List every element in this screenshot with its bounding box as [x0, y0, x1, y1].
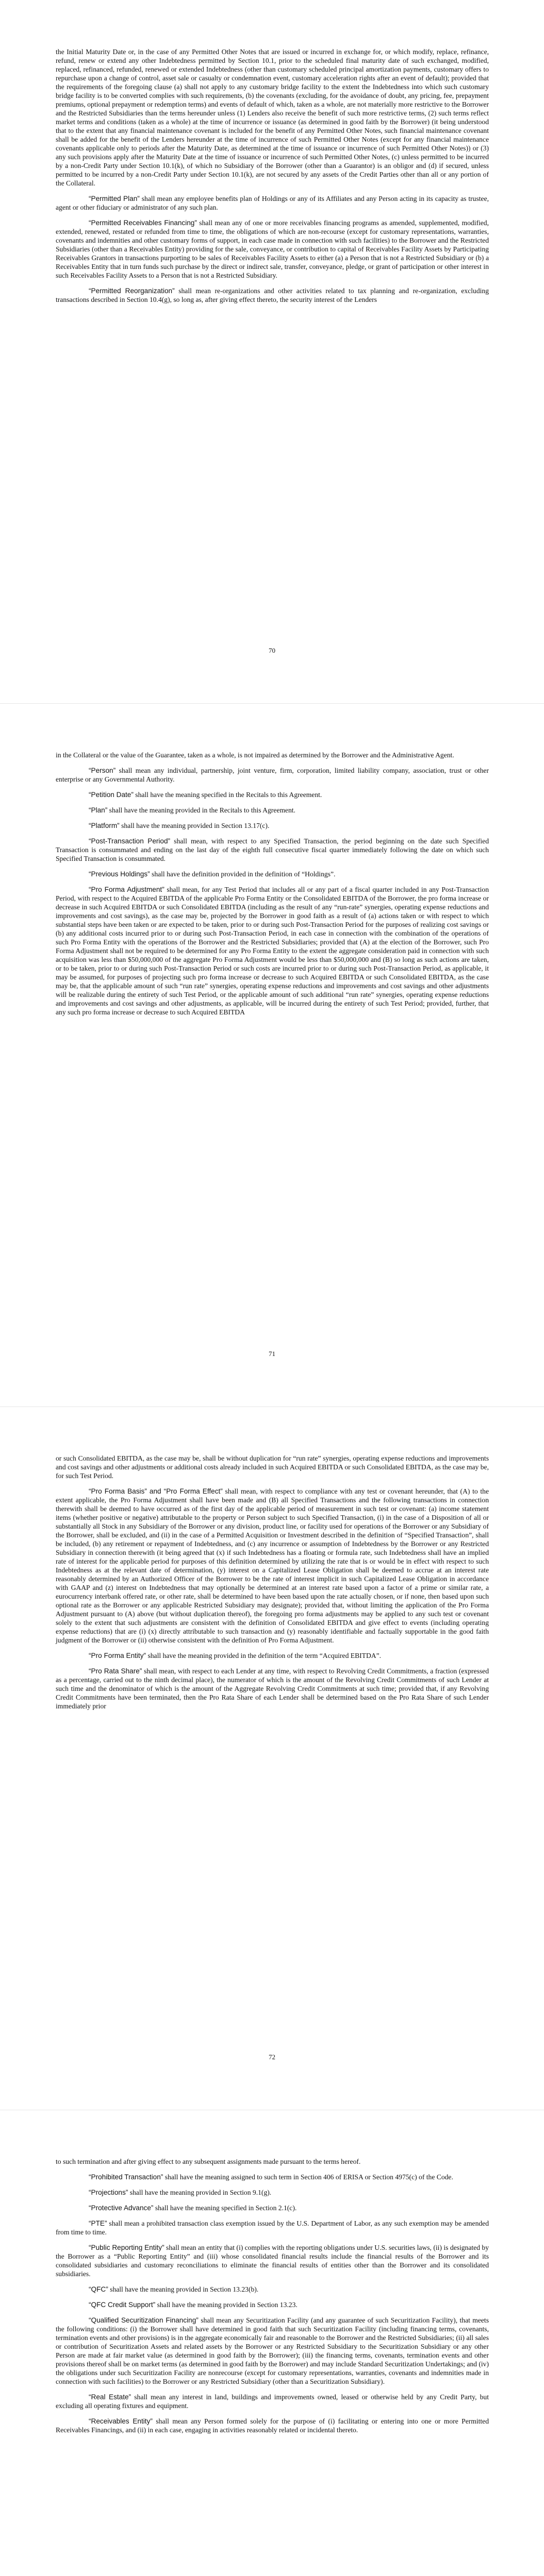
paragraph: in the Collateral or the value of the Guarantee, taken as a whole, is not impaired as determined by the Borrower and the Administrative Agent. [56, 751, 454, 759]
page-body [56, 1454, 489, 1717]
definition-paragraph [56, 2316, 489, 2386]
definition-paragraph [56, 790, 489, 799]
definition-paragraph [56, 885, 489, 1016]
definition-paragraph [56, 2188, 489, 2197]
definition-text: shall mean an entity that (i) complies with the reporting obligations under U.S. securities laws, (ii) is designated by the Borrower as a “Public Reporting Entity” and (iii) whose consolidated financial results include the financial results of the Borrower and its consolidated subsidiaries and customary reconciliations to eliminate the financial results of entities other than the Borrower and its consolidated subsidiaries. [56, 2244, 489, 2278]
definition-text: shall have the meaning provided in Section 13.23(b). [108, 2285, 259, 2293]
defined-term: “Receivables Entity” [89, 2417, 153, 2425]
paragraph: the Initial Maturity Date or, in the case of any Permitted Other Notes that are issued or incurred in exchange for, or which modify, replace, refinance, refund, renew or extend any other Indebtedness permitted by Section 10.1, prior to the scheduled final maturity date of such exchanged, modified, replaced, refinanced, refunded, renewed or extended Indebtedness (other than customary scheduled principal amortization payments, customary offers to repurchase upon a change of control, asset sale or casualty or condemnation event, customary acceleration rights after an event of default); provided that the requirements of the foregoing clause (a) shall not apply to any customary bridge facility to the extent the Indebtedness into which such customary bridge facility is to be converted complies with such requirements, (b) the covenants (excluding, for the avoidance of doubt, any pricing, fee, prepayment premiums, optional prepayment or redemption terms) and events of default of which, taken as a whole, are not materially more restrictive to the Borrower and the Restricted Subsidiaries than the terms hereunder unless (1) Lenders also receive the benefit of such more restrictive terms, (2) such terms reflect market terms and conditions (taken as a whole) at the time of incurrence or issuance (as determined in good faith by the Borrower) (it being understood that to the extent that any financial maintenance covenant is included for the benefit of any Permitted Other Notes, such financial maintenance covenant shall be added for the benefit of the Lenders hereunder at the time of incurrence of such Permitted Other Notes (except for any financial maintenance covenants applicable only to periods after the Maturity Date, as determined at the time of issuance or incurrence of such Permitted Other Notes)) or (3) any such provisions apply after the Maturity Date at the time of issuance or incurrence of such Permitted Other Notes, (c) unless permitted to be incurred by a non-Credit Party under Section 10.1(k), of which no Subsidiary of the Borrower (other than a Guarantor) is an obligor and (d) if secured, unless permitted to be incurred by a non-Credit Party under Section 10.1(k), are not secured by any assets of the Credit Parties other than all or any portion of the Collateral. [56, 48, 489, 187]
definition-text: shall have the meaning specified in Section 2.1(c). [153, 2204, 297, 2212]
definition-text: shall mean, with respect to each Lender at any time, with respect to Revolving Credit Commitments, a fraction (expressed as a percentage, carried out to the ninth decimal place), the numerator of which is the amount of the Revolving Credit Commitments of such Lender at such time and the denominator of which is the amount of the Aggregate Revolving Credit Commitments at such time; provided that, if any Revolving Credit Commitments have been terminated, then the Pro Rata Share of each Lender shall be determined based on the Pro Rata Share of such Lender immediately prior [56, 1667, 489, 1710]
definition-paragraph [56, 218, 489, 280]
defined-term: “Previous Holdings” [89, 870, 150, 878]
page-72 [0, 1406, 544, 2110]
definition-text: shall mean, with respect to any Specified Transaction, the period beginning on the date such Specified Transaction is consummated and ending on the last day of the eighth full consecutive fiscal quarter immediately following the date on which such Specified Transaction is consummated. [56, 837, 489, 862]
defined-term: “QFC” [89, 2285, 108, 2293]
definition-paragraph [56, 2300, 489, 2309]
page-number: 70 [269, 647, 275, 654]
defined-term: “Permitted Plan” [89, 195, 140, 202]
definition-paragraph [56, 1667, 489, 1710]
definition-text: shall have the meaning assigned to such term in Section 406 of ERISA or Section 4975(c) of the Code. [163, 2173, 453, 2181]
defined-term: “Petition Date” [89, 791, 134, 799]
page-number: 71 [269, 1350, 275, 1358]
defined-term: “Public Reporting Entity” [89, 2244, 164, 2251]
definition-text: shall mean, for any Test Period that includes all or any part of a fiscal quarter included in any Post-Transaction Period, with respect to the Acquired EBITDA of the applicable Pro Forma Entity or the Consolidated EBITDA of the Borrower, the pro forma increase or decrease in such Acquired EBITDA or such Consolidated EBITDA (including as the result of any “run-rate” synergies, operating expense reductions and improvements and cost savings), as the case may be, projected by the Borrower in good faith as a result of (a) actions taken or with respect to which substantial steps have been taken or are expected to be taken, prior to or during such Post-Transaction Period for the purposes of realizing cost savings or (b) any additional costs incurred prior to or during such Post-Transaction Period, in each case in connection with the combination of the operations of such Pro Forma Entity with the operations of the Borrower and the Restricted Subsidiaries; provided that (A) at the election of the Borrower, such Pro Forma Adjustment shall not be required to be determined for any Pro Forma Entity to the extent the aggregate consideration paid in connection with such acquisition was less than $50,000,000 of the aggregate Pro Forma Adjustment would be less than $50,000,000 and (B) so long as such actions are taken, or to be taken, prior to or during such Post-Transaction Period or such costs are incurred prior to or during such Post-Transaction Period, as applicable, it may be assumed, for purposes of projecting such pro forma increase or decrease to such Acquired EBITDA or such Consolidated EBITDA, as the case may be, that the applicable amount of such “run rate” synergies, operating expense reductions and improvements and cost savings and other adjustments will be realizable during the entirety of such Test Period, or the applicable amount of such additional “run rate” synergies, operating expense reductions and improvements and cost savings and other adjustments, as applicable, will be incurred during the entirety of such Test Period; provided, further, that any such pro forma increase or decrease to such Acquired EBITDA [56, 886, 489, 1016]
page-number: 72 [269, 2053, 275, 2061]
defined-term: “PTE” [89, 2219, 107, 2227]
definition-paragraph [56, 2393, 489, 2410]
definition-paragraph [56, 1651, 489, 1660]
defined-term: “Pro Forma Adjustment” [89, 886, 164, 893]
definition-paragraph [56, 1487, 489, 1645]
definition-text: shall have the meaning specified in the Recitals to this Agreement. [133, 791, 322, 799]
definition-text: shall mean any Securitization Facility (and any guarantee of such Securitization Facility), that meets the following conditions: (i) the Borrower shall have determined in good faith that such Securitization Facility (including financing terms, covenants, termination events and other provisions) is in the aggregate economically fair and reasonable to the Borrower and the Restricted Subsidiaries; (ii) all sales or contribution of Securitization Assets and related assets by the Borrower or any Restricted Subsidiary to the Securitization Subsidiary or any other Person are made at fair market value (as determined in good faith by the Borrower); (iii) the financing terms, covenants, termination events and other provisions thereof shall be on market terms (as determined in good faith by the Borrower) and may include Standard Securitization Undertakings; and (iv) the obligations under such Securitization Facility are nonrecourse (except for customary representations, warranties, covenants and indemnities made in connection with such facilities) to the Borrower or any Restricted Subsidiary (other than a Securitization Subsidiary). [56, 2316, 489, 2385]
defined-term: “Pro Rata Share” [89, 1667, 142, 1675]
defined-term: “QFC Credit Support” [89, 2301, 156, 2309]
definition-text: shall mean any employee benefits plan of Holdings or any of its Affiliates and any Person acting in its capacity as trustee, agent or other fiduciary or administrator of any such plan. [56, 195, 489, 211]
defined-term: “Pro Forma Basis” and “Pro Forma Effect” [89, 1487, 223, 1495]
page-body [56, 751, 489, 1023]
definition-paragraph [56, 2285, 489, 2294]
defined-term: “Prohibited Transaction” [89, 2173, 163, 2181]
definition-paragraph [56, 837, 489, 863]
defined-term: “Qualified Securitization Financing” [89, 2316, 199, 2324]
definition-text: shall have the meaning provided in Section 9.1(g). [128, 2189, 272, 2196]
page-body [56, 2157, 489, 2441]
definition-text: shall mean any individual, partnership, joint venture, firm, corporation, limited liability company, association, trust or other enterprise or any Governmental Authority. [56, 767, 489, 783]
definition-text: shall have the meaning provided in Section 13.23. [155, 2301, 298, 2309]
definition-text: shall mean any of one or more receivables financing programs as amended, supplemented, modified, extended, renewed, restated or refunded from time to time, the obligations of which are non-recourse (except for customary representations, warranties, covenants and indemnities and other customary forms of support, in each case made in connection with such facilities) to the Borrower and the Restricted Subsidiaries (other than a Receivables Entity) providing for the sale, conveyance, or contribution to capital of Receivables Facility Assets by Participating Receivables Grantors in transactions purporting to be sales of Receivables Facility Assets to either (a) a Person that is not a Restricted Subsidiary or (b) a Receivables Entity that in turn funds such purchase by the direct or indirect sale, transfer, conveyance, pledge, or grant of participation or other interest in such Receivables Facility Assets to a Person that is not a Restricted Subsidiary. [56, 219, 489, 279]
paragraph: to such termination and after giving effect to any subsequent assignments made pursuant to the terms hereof. [56, 2158, 361, 2165]
page-71 [0, 703, 544, 1406]
defined-term: “Permitted Reorganization” [89, 287, 175, 295]
paragraph: or such Consolidated EBITDA, as the case may be, shall be without duplication for “run rate” synergies, operating expense reductions and improvements and cost savings and other adjustments or additional costs already included in such Acquired EBITDA or such Consolidated EBITDA, as the case may be, for such Test Period. [56, 1454, 489, 1480]
definition-text: shall mean any interest in land, buildings and improvements owned, leased or otherwise held by any Credit Party, but excluding all operating fixtures and equipment. [56, 2393, 489, 2410]
defined-term: “Real Estate” [89, 2393, 131, 2401]
page-70 [0, 0, 544, 703]
defined-term: “Pro Forma Entity” [89, 1652, 146, 1659]
definition-text: shall mean any Person formed solely for the purpose of (i) facilitating or entering into one or more Permitted Receivables Financings, and (ii) in each case, engaging in activities reasonably related or incidental thereto. [56, 2417, 489, 2434]
page-73 [0, 2110, 544, 2576]
definition-text: shall have the meaning provided in the Recitals to this Agreement. [107, 806, 295, 814]
defined-term: “Platform” [89, 822, 120, 829]
definition-text: shall mean, with respect to compliance with any test or covenant hereunder, that (A) to the extent applicable, the Pro Forma Adjustment shall have been made and (B) all Specified Transactions and the following transactions in connection therewith shall be deemed to have occurred as of the first day of the applicable period of measurement in such test or covenant: (a) income statement items (whether positive or negative) attributable to the property or Person subject to such Specified Transaction, (i) in the case of a Disposition of all or substantially all Stock in any Subsidiary of the Borrower or any division, product line, or facility used for operations of the Borrower or any Subsidiary of the Borrower, shall be excluded, and (ii) in the case of a Permitted Acquisition or Investment described in the definition of “Specified Transaction”, shall be included, (b) any retirement or repayment of Indebtedness, and (c) any incurrence or assumption of Indebtedness by the Borrower or any Restricted Subsidiary in connection therewith (it being agreed that (x) if such Indebtedness has a floating or formula rate, such Indebtedness shall have an implied rate of interest for the applicable period for purposes of this definition determined by utilizing the rate that is or would be in effect with respect to such Indebtedness as at the relevant date of determination, (y) interest on a Capitalized Lease Obligation shall be deemed to accrue at an interest rate reasonably determined by an Authorized Officer of the Borrower to be the rate of interest implicit in such Capitalized Lease Obligation in accordance with GAAP and (z) interest on Indebtedness that may optionally be determined at an interest rate based upon a factor of a prime or similar rate, a eurocurrency interbank offered rate, or other rate, shall be determined to have been based upon the rate actually chosen, or if none, then based upon such optional rate as the Borrower or any applicable Restricted Subsidiary may designate); provided that, without limiting the application of the Pro Forma Adjustment pursuant to (A) above (but without duplication thereof), the foregoing pro forma adjustments may be applied to any such test or covenant solely to the extent that such adjustments are consistent with the definition of Consolidated EBITDA and give effect to events (including operating expense reductions) that are (i) (x) directly attributable to such transaction and (y) reasonably identifiable and factually supportable in the good faith judgment of the Borrower or (ii) otherwise consistent with the definition of Pro Forma Adjustment. [56, 1487, 489, 1644]
page-body [56, 47, 489, 311]
definition-paragraph [56, 806, 489, 815]
definition-paragraph [56, 194, 489, 212]
definition-paragraph [56, 286, 489, 304]
definition-paragraph [56, 2243, 489, 2278]
definition-paragraph [56, 2219, 489, 2236]
defined-term: “Protective Advance” [89, 2204, 154, 2212]
defined-term: “Plan” [89, 806, 108, 814]
defined-term: “Permitted Receivables Financing” [89, 219, 197, 227]
definition-paragraph [56, 2417, 489, 2434]
definition-paragraph [56, 821, 489, 830]
definition-paragraph [56, 870, 489, 878]
definition-text: shall have the meaning provided in the definition of the term “Acquired EBITDA”. [146, 1652, 382, 1659]
definition-text: shall mean re-organizations and other activities related to tax planning and re-organization, excluding transactions described in Section 10.4(g), so long as, after giving effect thereto, the security interest of the Lenders [56, 287, 489, 303]
definition-paragraph [56, 2173, 489, 2181]
defined-term: “Projections” [89, 2189, 128, 2196]
defined-term: “Person” [89, 767, 116, 774]
definition-paragraph [56, 766, 489, 784]
definition-text: shall mean a prohibited transaction class exemption issued by the U.S. Department of Labor, as any such exemption may be amended from time to time. [56, 2219, 489, 2236]
definition-text: shall have the meaning provided in Section 13.17(c). [119, 822, 270, 829]
definition-text: shall have the definition provided in the definition of “Holdings”. [150, 870, 336, 878]
defined-term: “Post-Transaction Period” [89, 837, 171, 845]
definition-paragraph [56, 2204, 489, 2212]
